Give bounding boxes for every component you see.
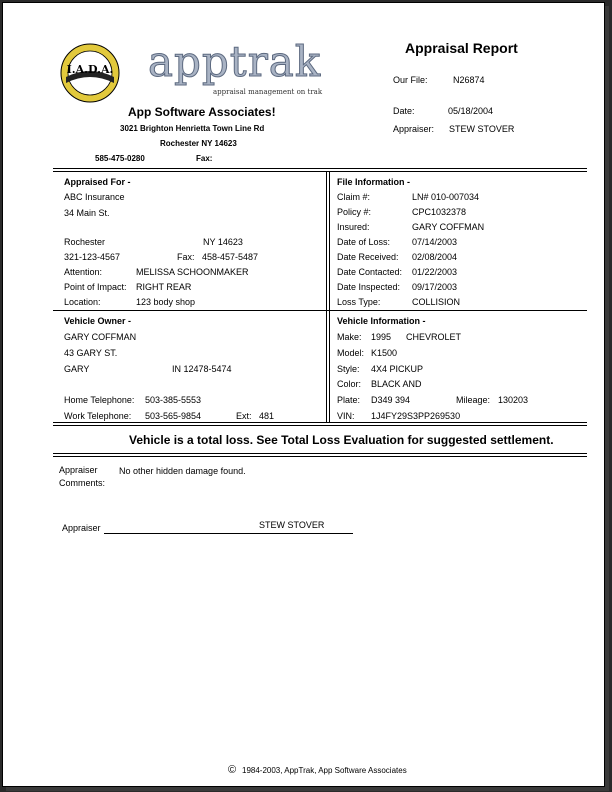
file-info-label: Date of Loss: xyxy=(337,237,391,247)
home-telephone-value: 503-385-5553 xyxy=(145,395,202,405)
divider xyxy=(53,425,587,426)
vehicle-owner-heading: Vehicle Owner - xyxy=(64,316,132,326)
signature-label: Appraiser xyxy=(62,523,101,533)
company-phone: 585-475-0280 xyxy=(95,154,145,163)
appraised-for-state-zip: NY 14623 xyxy=(203,237,243,247)
apptrak-logo: apptrak xyxy=(148,37,322,86)
point-of-impact-label: Point of Impact: xyxy=(64,282,127,292)
comments-label-line2: Comments: xyxy=(59,478,106,488)
signature-line xyxy=(104,533,353,534)
company-fax-label: Fax: xyxy=(196,154,213,163)
our-file-value: N26874 xyxy=(453,75,485,85)
file-info-label: Policy #: xyxy=(337,207,372,217)
file-info-label: Loss Type: xyxy=(337,297,381,307)
owner-name: GARY COFFMAN xyxy=(64,332,137,342)
mileage-label: Mileage: xyxy=(456,395,491,405)
vehicle-style: 4X4 PICKUP xyxy=(371,364,424,374)
logo-tagline: appraisal management on trak xyxy=(213,88,323,96)
file-info-label: Claim #: xyxy=(337,192,371,202)
attention-value: MELISSA SCHOONMAKER xyxy=(136,267,249,277)
iada-seal xyxy=(60,43,120,103)
style-label: Style: xyxy=(337,364,360,374)
file-info-value: 01/22/2003 xyxy=(412,267,458,277)
file-info-label: Date Contacted: xyxy=(337,267,403,277)
file-info-value: 09/17/2003 xyxy=(412,282,458,292)
appraised-for-fax-label: Fax: xyxy=(177,252,195,262)
file-info-heading: File Information - xyxy=(337,177,410,187)
file-info-value: LN# 010-007034 xyxy=(412,192,480,202)
appraised-for-heading: Appraised For - xyxy=(64,177,131,187)
company-address-line2: Rochester NY 14623 xyxy=(160,139,237,148)
copyright-icon: © xyxy=(228,764,237,776)
work-telephone-label: Work Telephone: xyxy=(64,411,132,421)
report-title: Appraisal Report xyxy=(405,40,518,56)
signature-name: STEW STOVER xyxy=(259,520,325,530)
owner-state-zip: IN 12478-5474 xyxy=(172,364,232,374)
vehicle-model: K1500 xyxy=(371,348,398,358)
file-info-label: Date Received: xyxy=(337,252,399,262)
date-label: Date: xyxy=(393,106,415,116)
divider xyxy=(53,456,587,457)
comments-label-line1: Appraiser xyxy=(59,465,98,475)
vehicle-vin: 1J4FY29S3PP269530 xyxy=(371,411,461,421)
model-label: Model: xyxy=(337,348,365,358)
footer-text: 1984-2003, AppTrak, App Software Associates xyxy=(242,766,407,775)
color-label: Color: xyxy=(337,379,362,389)
company-name: App Software Associates! xyxy=(128,105,276,119)
attention-label: Attention: xyxy=(64,267,103,277)
comments-text: No other hidden damage found. xyxy=(119,466,246,476)
divider xyxy=(53,422,587,423)
appraised-for-street: 34 Main St. xyxy=(64,208,110,218)
ext-value: 481 xyxy=(259,411,275,421)
appraised-for-company: ABC Insurance xyxy=(64,192,125,202)
total-loss-notice: Vehicle is a total loss. See Total Loss Evaluation for suggested settlement. xyxy=(129,433,554,447)
appraisal-report-page xyxy=(2,2,605,787)
company-address-line1: 3021 Brighton Henrietta Town Line Rd xyxy=(120,124,265,133)
vin-label: VIN: xyxy=(337,411,355,421)
appraised-for-phone: 321-123-4567 xyxy=(64,252,121,262)
point-of-impact-value: RIGHT REAR xyxy=(136,282,192,292)
location-value: 123 body shop xyxy=(136,297,196,307)
vehicle-year: 1995 xyxy=(371,332,392,342)
appraiser-label: Appraiser: xyxy=(393,124,435,134)
work-telephone-value: 503-565-9854 xyxy=(145,411,202,421)
file-info-label: Date Inspected: xyxy=(337,282,401,292)
divider xyxy=(53,168,587,169)
owner-city: GARY xyxy=(64,364,90,374)
seal-text: I.A.D.A. xyxy=(66,63,114,76)
divider xyxy=(329,171,330,422)
appraiser-value: STEW STOVER xyxy=(449,124,515,134)
owner-street: 43 GARY ST. xyxy=(64,348,118,358)
our-file-label: Our File: xyxy=(393,75,428,85)
plate-label: Plate: xyxy=(337,395,361,405)
vehicle-mileage: 130203 xyxy=(498,395,529,405)
vehicle-make: CHEVROLET xyxy=(406,332,462,342)
file-info-label: Insured: xyxy=(337,222,370,232)
file-info-value: 02/08/2004 xyxy=(412,252,458,262)
vehicle-color: BLACK AND xyxy=(371,379,422,389)
appraised-for-city: Rochester xyxy=(64,237,106,247)
location-label: Location: xyxy=(64,297,101,307)
divider xyxy=(53,453,587,454)
file-info-value: 07/14/2003 xyxy=(412,237,458,247)
divider xyxy=(326,171,327,422)
appraised-for-fax: 458-457-5487 xyxy=(202,252,259,262)
date-value: 05/18/2004 xyxy=(448,106,494,116)
home-telephone-label: Home Telephone: xyxy=(64,395,135,405)
file-info-value: CPC1032378 xyxy=(412,207,467,217)
divider xyxy=(53,310,587,311)
file-info-value: COLLISION xyxy=(412,297,461,307)
divider xyxy=(53,171,587,172)
vehicle-info-heading: Vehicle Information - xyxy=(337,316,426,326)
file-info-value: GARY COFFMAN xyxy=(412,222,485,232)
ext-label: Ext: xyxy=(236,411,252,421)
make-label: Make: xyxy=(337,332,362,342)
vehicle-plate: D349 394 xyxy=(371,395,411,405)
